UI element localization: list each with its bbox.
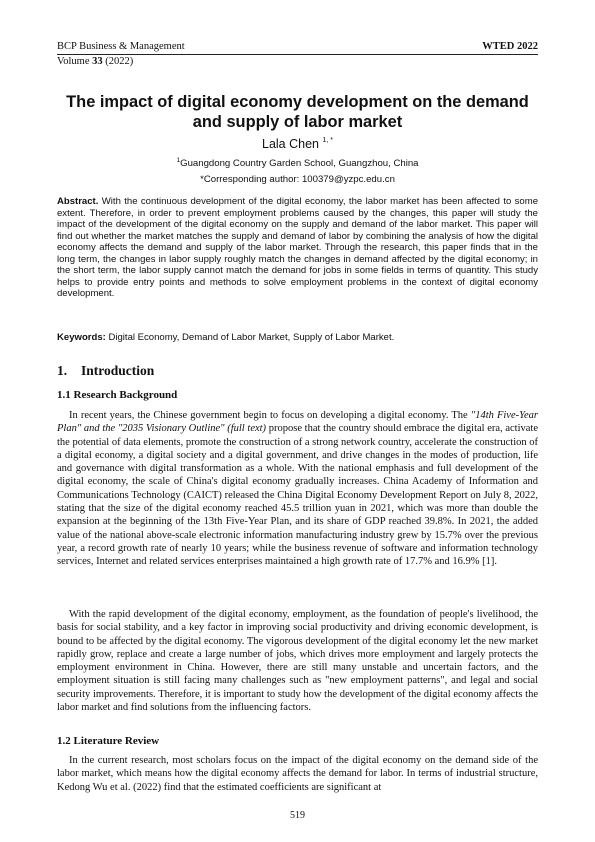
affiliation-mark: 1 bbox=[176, 157, 181, 164]
running-header bbox=[57, 41, 538, 68]
keywords bbox=[57, 332, 538, 344]
abstract bbox=[57, 196, 538, 300]
volume-year: (2022) bbox=[102, 56, 134, 67]
abstract-text: With the continuous development of the digital economy, the labor market has been affected to some extent. Therefore, in order to prevent employment problems caused by the changes, this paper will study the impact of the development of the digital economy on the supply and demand of the labor market. This paper will find out whether the market matches the supply and demand of labor by combining the analysis of how the digital economy affects the demand and supply of the labor market. Through the research, this paper finds that in the long term, the changes in labor supply roughly match the changes in demand affected by the digital economy; in the short term, the labor supply cannot match the demand for jobs in some fields in terms of quantity. This study helps to provide entry points and methods to solve employment problems in the context of digital economy development. bbox=[57, 196, 539, 300]
author-name: Lala Chen bbox=[262, 137, 319, 151]
affiliation bbox=[57, 155, 538, 170]
header-rule bbox=[57, 54, 538, 55]
subsection-heading-literature-review: 1.2 Literature Review bbox=[57, 735, 160, 747]
running-header-top-row bbox=[57, 41, 538, 53]
abstract-label: Abstract. bbox=[57, 196, 99, 207]
page-number: 519 bbox=[290, 810, 305, 821]
body-paragraph-1 bbox=[57, 409, 538, 569]
affiliation-text: Guangdong Country Garden School, Guangzhou, China bbox=[180, 158, 419, 169]
keywords-label: Keywords: bbox=[57, 332, 106, 343]
section-heading bbox=[57, 363, 154, 379]
author-line bbox=[57, 133, 538, 152]
paper-title: The impact of digital economy development on the demand and supply of labor market bbox=[66, 93, 529, 131]
section-number: 1. bbox=[57, 363, 68, 378]
keywords-text: Digital Economy, Demand of Labor Market, Supply of Labor Market. bbox=[108, 332, 395, 343]
volume-line bbox=[57, 56, 538, 68]
body-paragraph-2: With the rapid development of the digital economy, employment, as the foundation of people's livelihood, the basis for social stability, and a key factor in improving social productivity and driving economic development, is bound to be affected by the digital economy. The vigorous development of the digital economy let the new market rapidly grow, replace and create a large number of jobs, which drives more employment and largely protects the employment environment in China. However, there are still many unstable and uncertain factors, and the employment situation is still facing many challenges such as "new employment patterns", and legal and social security improvements. Therefore, it is important to study how the development of the digital economy affects the labor market and find solutions from the influencing factors. bbox=[57, 609, 538, 714]
corresponding-author: *Corresponding author: 100379@yzpc.edu.cn bbox=[200, 174, 395, 185]
journal-name: BCP Business & Management bbox=[57, 41, 185, 52]
conference-name: WTED 2022 bbox=[482, 41, 538, 52]
subsection-heading-research-background: 1.1 Research Background bbox=[57, 389, 178, 401]
body-paragraph-3: In the current research, most scholars focus on the impact of the digital economy on the demand side of the labor market, which means how the digital economy affects the demand for labor. In terms of industrial structure, Kedong Wu et al. (2022) find that the estimated coefficients are significant at bbox=[57, 755, 538, 793]
volume-prefix: Volume bbox=[57, 56, 93, 67]
author-marks: 1, * bbox=[322, 137, 333, 144]
section-title: Introduction bbox=[81, 363, 155, 378]
paragraph-1-italic-reference: "14th Five-Year Plan" and the "2035 Visionary Outline" (full text) bbox=[57, 410, 538, 435]
volume-number: 33 bbox=[92, 56, 103, 67]
paragraph-1-lead: In recent years, the Chinese government begin to focus on developing a digital economy. The bbox=[69, 410, 471, 421]
paragraph-1-rest: propose that the country should embrace the digital era, activate the potential of data elements, promote the construction of a strong network country, accelerate the construction of a digital economy, a digital society and a digital government, and drive changes in the modes of production, life and governance with digital transformation as a whole. With the national emphasis and full development of the digital economy, the scale of China's digital economy gradually increases. China Academy of Information and Communications Technology (CAICT) released the China Digital Economy Development Report on July 8, 2022, stating that the size of the digital economy reached 45.5 trillion yuan in 2021, which was more than double the expansion at the beginning of the 13th Five-Year Plan, and its share of GDP reached 39.8%. In 2021, the added value of the national above-scale electronic information manufacturing industry grew by 15.7% over the previous year, a record growth rate of nearly 10 years; while the business revenue of software and information technology services, Internet and related services enterprises maintained a high growth rate of 17.7% and 16.9% [1]. bbox=[57, 423, 538, 568]
